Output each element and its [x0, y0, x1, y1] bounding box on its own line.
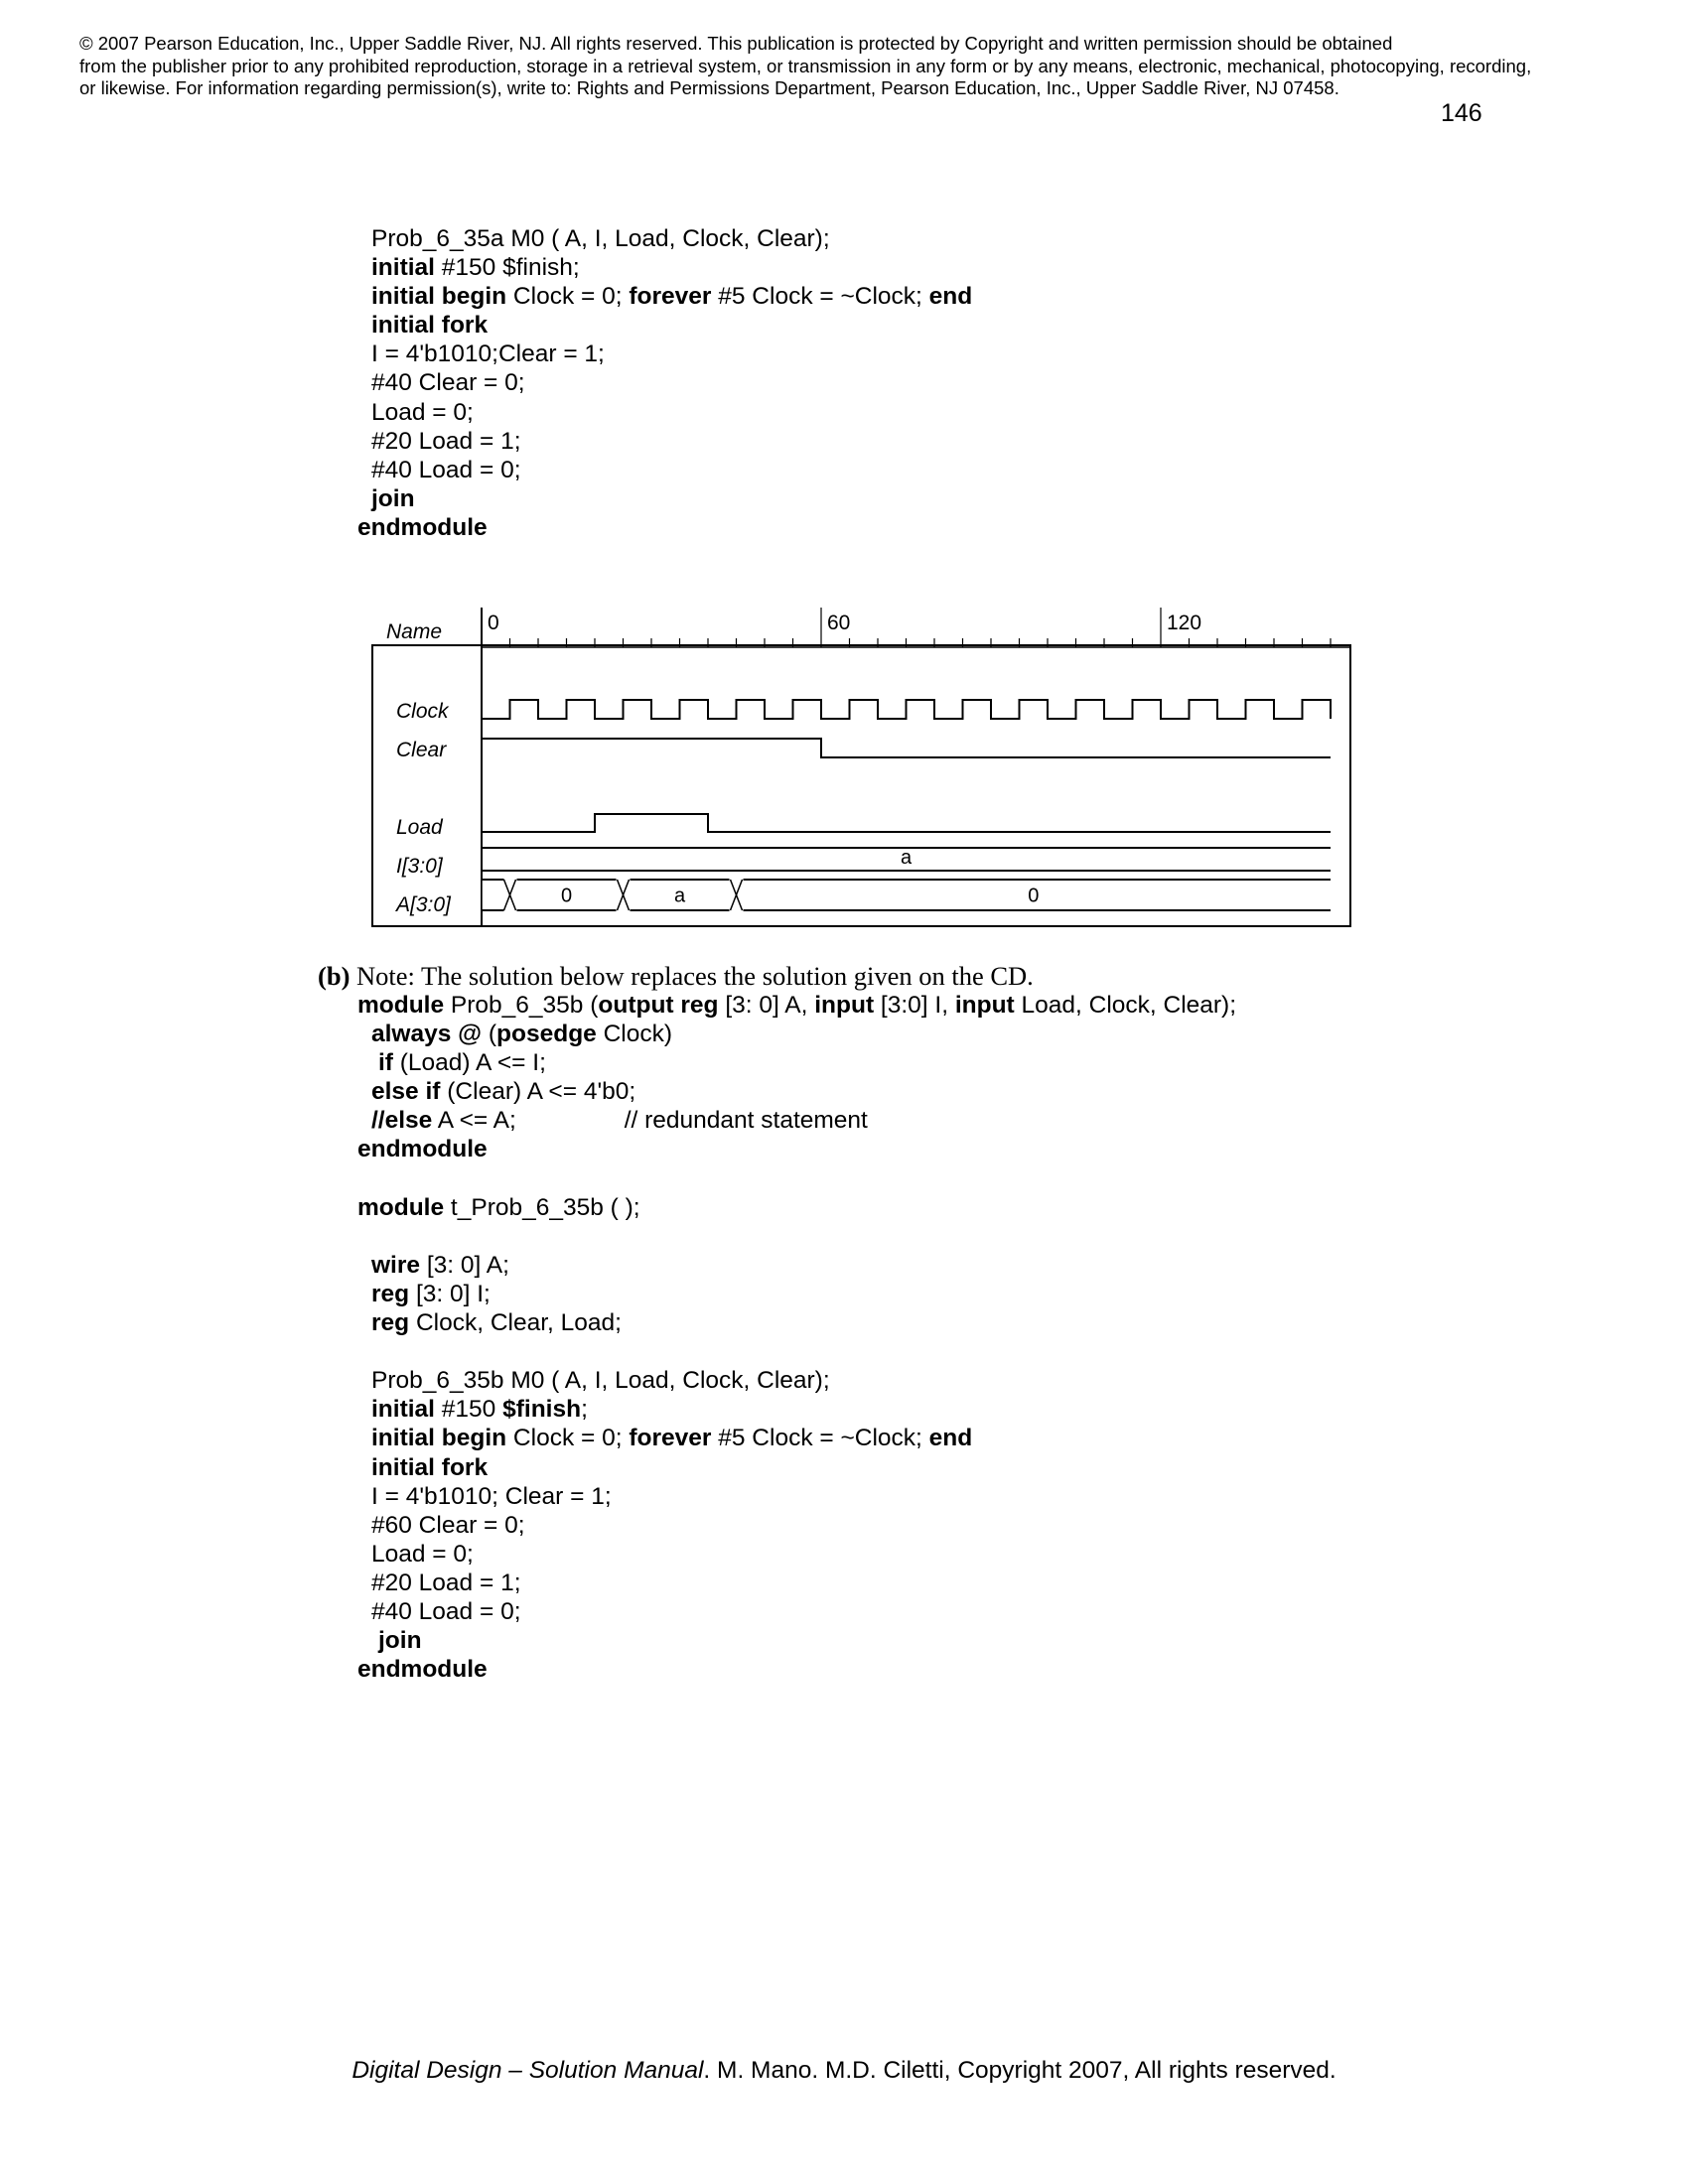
signal-label: A[3:0] [396, 893, 451, 916]
part-b-heading [318, 961, 1034, 992]
signal-label: Clock [396, 700, 449, 723]
code-keyword: $finish [502, 1396, 582, 1424]
page-footer [0, 2057, 1688, 2085]
time-tick-label: 120 [1167, 612, 1202, 634]
code-line [357, 1164, 1400, 1193]
code-line [357, 1308, 1400, 1337]
code-text: ( [482, 1021, 497, 1048]
code-line [357, 1135, 1400, 1163]
code-text: [3: 0] A; [420, 1251, 509, 1279]
part-label: (b) [318, 961, 351, 991]
code-text: #150 $finish; [434, 254, 580, 282]
code-line [357, 1048, 1400, 1077]
code-line [357, 1511, 1400, 1540]
diagram-frame [372, 645, 1350, 926]
code-keyword: forever [629, 1425, 712, 1452]
code-text: #60 Clear = 0; [371, 1511, 525, 1539]
code-text: [3: 0] A, [718, 992, 815, 1019]
code-keyword: endmodule [357, 513, 488, 541]
clock-waveform [482, 700, 1331, 719]
code-line [357, 1569, 1400, 1597]
code-line [357, 1020, 1400, 1048]
code-text: Load = 0; [371, 1540, 474, 1568]
code-text: A <= A; // redundant statement [432, 1107, 868, 1135]
time-tick-label: 60 [827, 612, 851, 634]
copyright-line: © 2007 Pearson Education, Inc., Upper Saddle River, NJ. All rights reserved. This publication is protected by Copyright and written permission should be obtained [79, 33, 1393, 54]
code-text: Clock) [596, 1021, 673, 1048]
signal-label: Load [396, 816, 443, 839]
code-text: Prob_6_35b ( [444, 992, 599, 1019]
code-text: (Load) A <= I; [392, 1049, 546, 1077]
code-text: #5 Clock = ~Clock; [711, 1425, 929, 1452]
signal-label: Clear [396, 739, 447, 761]
code-text: #5 Clock = ~Clock; [711, 283, 929, 311]
i-bus-value: a [900, 847, 913, 869]
code-keyword: initial [371, 1396, 435, 1424]
code-keyword: if [378, 1049, 393, 1077]
code-keyword: module [357, 992, 445, 1019]
code-keyword: end [928, 1425, 973, 1452]
code-line [357, 1655, 1400, 1684]
code-line [357, 1597, 1400, 1626]
code-keyword: posedge [496, 1021, 597, 1048]
copyright-line: or likewise. For information regarding permission(s), write to: Rights and Permissions Department, Pearson Education, Inc., Upper Saddle River, NJ 07458. [79, 77, 1339, 98]
code-line [357, 991, 1400, 1020]
code-line [357, 1540, 1400, 1569]
code-line [357, 1366, 1400, 1395]
code-text: #40 Clear = 0; [371, 369, 525, 397]
code-text: (Clear) A <= 4'b0; [440, 1078, 636, 1106]
code-keyword: always @ [371, 1021, 483, 1048]
code-text: #20 Load = 1; [371, 427, 521, 455]
code-line [357, 1453, 1400, 1482]
load-waveform [482, 814, 1331, 832]
code-text: #40 Load = 0; [371, 1597, 521, 1625]
code-line [357, 1395, 1400, 1424]
signal-label: I[3:0] [396, 855, 443, 878]
code-line [357, 1251, 1400, 1280]
code-keyword: join [378, 1627, 422, 1655]
code-text: [3:0] I, [874, 992, 955, 1019]
copyright-line: from the publisher prior to any prohibited reproduction, storage in a retrieval system, or transmission in any form or by any means, electronic, mechanical, photocopying, recording, [79, 55, 1532, 76]
a-bus-value: a [673, 885, 686, 907]
code-keyword: module [357, 1193, 445, 1221]
code-text: Clock = 0; [506, 1425, 630, 1452]
footer-title: Digital Design – Solution Manual [352, 2057, 704, 2084]
code-keyword: else if [371, 1078, 441, 1106]
code-keyword: initial fork [371, 1453, 489, 1481]
code-line [357, 1106, 1400, 1135]
code-line [357, 1337, 1400, 1366]
code-keyword: output reg [598, 992, 719, 1019]
code-text: Prob_6_35b M0 ( A, I, Load, Clock, Clear); [371, 1367, 830, 1395]
code-text: I = 4'b1010;Clear = 1; [371, 341, 605, 368]
page-number: 146 [1441, 99, 1482, 127]
code-text: #20 Load = 1; [371, 1569, 521, 1596]
code-block-part-b [357, 991, 1400, 1684]
code-keyword: reg [371, 1280, 410, 1307]
a-bus-value: 0 [1028, 885, 1040, 907]
code-keyword: //else [371, 1107, 433, 1135]
code-keyword: endmodule [357, 1136, 488, 1163]
code-line [357, 1077, 1400, 1106]
code-keyword: initial begin [371, 283, 507, 311]
code-keyword: endmodule [357, 1656, 488, 1684]
code-text: Load = 0; [371, 398, 474, 426]
code-keyword: input [814, 992, 875, 1019]
clear-waveform [482, 739, 1331, 757]
code-text: ; [581, 1396, 588, 1424]
code-text: Clock = 0; [506, 283, 630, 311]
code-text: Clock, Clear, Load; [409, 1309, 622, 1337]
part-note: Note: The solution below replaces the solution given on the CD. [350, 961, 1034, 991]
code-keyword: initial [371, 254, 435, 282]
code-text: I = 4'b1010; Clear = 1; [371, 1482, 612, 1510]
code-line [357, 1222, 1400, 1251]
code-keyword: join [371, 484, 415, 512]
a-bus-value: 0 [560, 885, 573, 907]
footer-credits: . M. Mano. M.D. Ciletti, Copyright 2007, All rights reserved. [703, 2057, 1336, 2084]
code-text: #150 [434, 1396, 503, 1424]
code-text: Load, Clock, Clear); [1014, 992, 1237, 1019]
code-keyword: initial fork [371, 312, 489, 340]
code-keyword: forever [629, 283, 712, 311]
code-keyword: input [954, 992, 1015, 1019]
code-keyword: end [928, 283, 973, 311]
code-line [357, 1193, 1400, 1222]
code-line [357, 1626, 1400, 1655]
code-keyword: reg [371, 1309, 410, 1337]
name-column-header: Name [386, 620, 443, 643]
code-text: t_Prob_6_35b ( ); [444, 1193, 640, 1221]
code-text: [3: 0] I; [409, 1280, 491, 1307]
code-text: #40 Load = 0; [371, 456, 521, 483]
code-keyword: initial begin [371, 1425, 507, 1452]
code-line [357, 1482, 1400, 1511]
code-keyword: wire [371, 1251, 421, 1279]
code-line [357, 1280, 1400, 1308]
code-line [357, 1424, 1400, 1452]
code-text: Prob_6_35a M0 ( A, I, Load, Clock, Clear); [371, 225, 830, 252]
time-tick-label: 0 [488, 612, 499, 634]
